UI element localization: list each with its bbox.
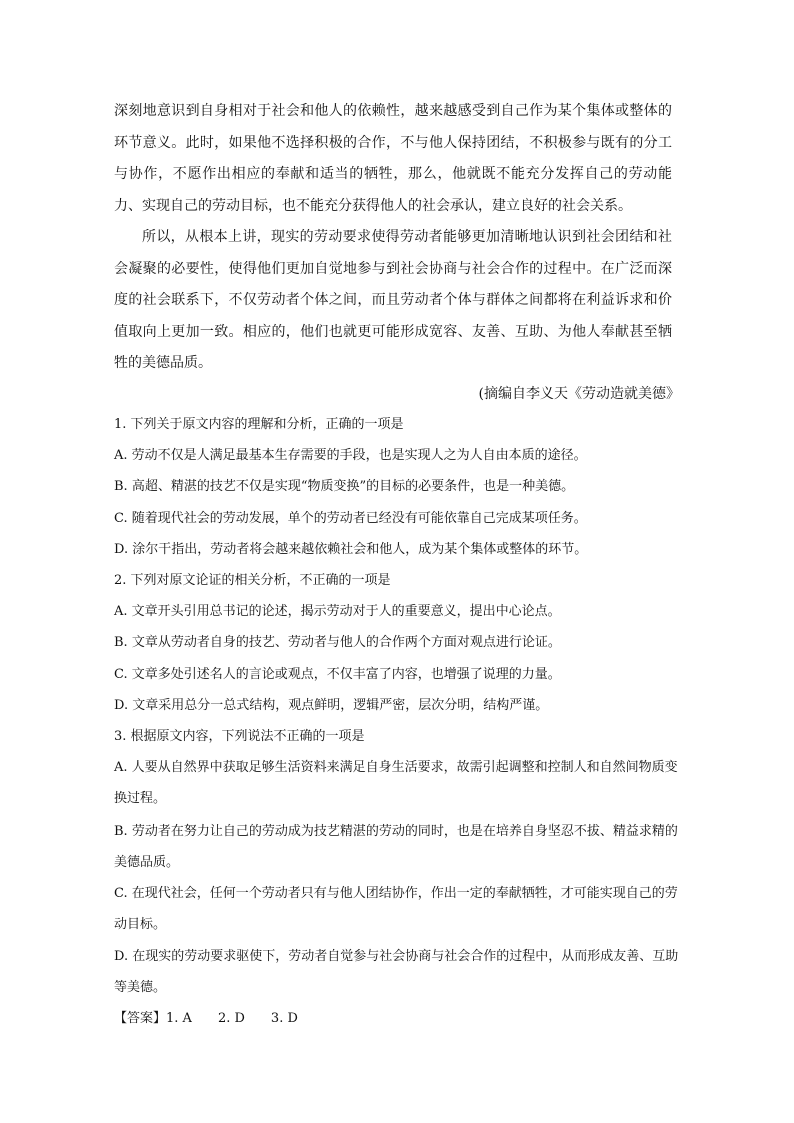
question-1-option-c: C. 随着现代社会的劳动发展，单个的劳动者已经没有可能依靠自己完成某项任务。 bbox=[114, 511, 587, 526]
passage-paragraph-2: 所以，从根本上讲，现实的劳动要求使得劳动者能够更加清晰地认识到社会团结和社会凝聚的必要性，使得他们更加自觉地参与到社会协商与社会合作的过程中。在广泛而深度的社会联系下，不仅劳动者个体之间，而且劳动者个体与群体之间都将在利益诉求和价值取向上更加一致。相应的，他们也就更可能形成宽容、友善、互助、为他人奉献甚至牺牲的美德品质。 bbox=[114, 229, 672, 371]
question-3-stem: 3. 根据原文内容，下列说法不正确的一项是 bbox=[114, 729, 365, 744]
answer-item: 2. D bbox=[217, 1011, 245, 1026]
question-1-option-a: A. 劳动不仅是人满足最基本生存需要的手段，也是实现人之为人自由本质的途径。 bbox=[114, 448, 587, 463]
question-2-stem: 2. 下列对原文论证的相关分析，不正确的一项是 bbox=[114, 573, 391, 588]
question-2-option-d: D. 文章采用总分一总式结构，观点鲜明，逻辑严密，层次分明，结构严谨。 bbox=[114, 698, 549, 713]
question-2-option-a: A. 文章开头引用总书记的论述，揭示劳动对于人的重要意义，提出中心论点。 bbox=[114, 604, 561, 619]
question-3-option-b: B. 劳动者在努力让自己的劳动成为技艺精湛的劳动的同时，也是在培养自身坚忍不拔、精益求精的美德品质。 bbox=[114, 824, 678, 871]
question-1-option-b: B. 高超、精湛的技艺不仅是实现“物质变换”的目标的必要条件，也是一种美德。 bbox=[114, 479, 575, 494]
question-2-option-b: B. 文章从劳动者自身的技艺、劳动者与他人的合作两个方面对观点进行论证。 bbox=[114, 635, 561, 650]
question-1-option-d: D. 涂尔干指出，劳动者将会越来越依赖社会和他人，成为某个集体或整体的环节。 bbox=[114, 542, 588, 557]
question-2-option-c: C. 文章多处引述名人的言论或观点，不仅丰富了内容，也增强了说理的力量。 bbox=[114, 667, 561, 682]
question-3-option-c: C. 在现代社会，任何一个劳动者只有与他人团结协作，作出一定的奉献牺牲，才可能实现自己的劳动目标。 bbox=[114, 886, 678, 933]
answer-item: 1. A bbox=[166, 1011, 192, 1026]
question-3-option-a: A. 人要从自然界中获取足够生活资料来满足自身生活要求，故需引起调整和控制人和自然间物质变换过程。 bbox=[114, 760, 678, 807]
question-3-option-d: D. 在现实的劳动要求驱使下，劳动者自觉参与社会协商与社会合作的过程中，从而形成友善、互助等美德。 bbox=[114, 949, 679, 996]
answer-item: 3. D bbox=[270, 1011, 298, 1026]
answer-label: 【答案】 bbox=[114, 1011, 167, 1026]
question-1-stem: 1. 下列关于原文内容的理解和分析，正确的一项是 bbox=[114, 417, 404, 432]
passage-source: (摘编自李义天《劳动造就美德》 bbox=[478, 386, 680, 402]
answer-line bbox=[114, 1003, 324, 1034]
passage-paragraph-1: 深刻地意识到自身相对于社会和他人的依赖性，越来越感受到自己作为某个集体或整体的环节意义。此时，如果他不选择积极的合作，不与他人保持团结，不积极参与既有的分工与协作，不愿作出相应的奉献和适当的牺牲，那么，他就既不能充分发挥自己的劳动能力、实现自己的劳动目标，也不能充分获得他人的社会承认，建立良好的社会关系。 bbox=[114, 103, 672, 214]
